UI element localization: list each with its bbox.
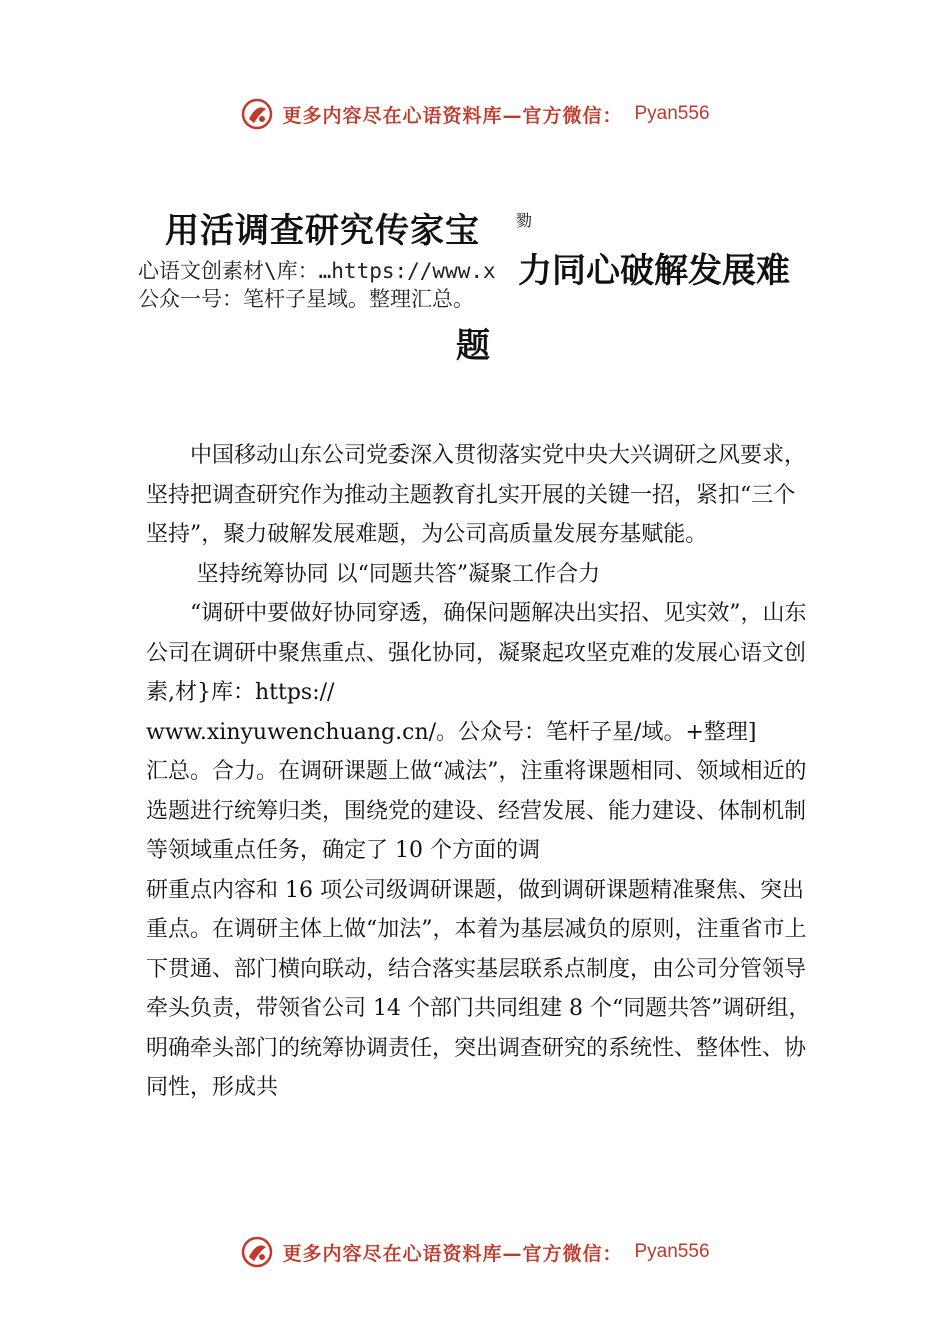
paragraph-2a: “调研中要做好协同穿透，确保问题解决出实招、见实效”，山东公司在调研中聚焦重点、强化协同，凝聚起攻坚克难的发展心语文创素,材}库：https://: [146, 601, 807, 705]
title-line-2: 力同心破解发展难: [518, 251, 790, 291]
paragraph-intro: 中国移动山东公司党委深入贯彻落实党中央大兴调研之风要求，坚持把调查研究作为推动主题教育扎实开展的关键一招，紧扣“三个坚持”，聚力破解发展难题，为公司高质量发展夯基赋能。: [146, 443, 807, 547]
watermark-line-2: 公众一号：笔杆子星域。整理汇总。: [138, 287, 474, 311]
brand-logo-icon: [240, 97, 274, 131]
title-line-1: 用活调查研究传家宝: [165, 211, 480, 251]
paragraph-2d: 研重点内容和 16 项公司级调研课题，做到调研课题精准聚焦、突出重点。在调研主体上做“加法”，本着为基层减负的原则，注重省市上下贯通、部门横向联动，结合落实基层联系点制度，由公司分管领导牵头负责，带领省公司 14 个部门共同组建 8 个“同题共答”调研组，明确牵头部门的统筹协调责任，突出调查研究的系统性、整体性、协同性，形成共: [146, 877, 811, 1100]
title-fragment: 勠: [516, 211, 533, 230]
title-line-3: 题: [456, 326, 490, 366]
paragraph-2b: www.xinyuwenchuang.cn/。公众号：笔杆子星/域。+整理]: [146, 719, 757, 745]
banner-text: 更多内容尽在心语资料库—官方微信：: [282, 1242, 623, 1265]
section-heading: 坚持统筹协同 以“同题共答”凝聚工作合力: [196, 561, 601, 587]
banner-text: 更多内容尽在心语资料库—官方微信：: [282, 104, 623, 127]
brand-logo-icon: [240, 1235, 274, 1269]
banner-wechat-id: Pyan556: [634, 103, 710, 124]
paragraph-2c: 汇总。合力。在调研课题上做“减法”，注重将课题相同、领域相近的选题进行统筹归类，围绕党的建设、经营发展、能力建设、体制机制等领域重点任务，确定了 10 个方面的调: [146, 759, 807, 863]
article-body: [146, 436, 812, 1108]
watermark-line-1: 心语文创素材\库：…https://www.x: [138, 259, 496, 283]
footer-banner: [0, 1230, 950, 1274]
header-banner: [0, 92, 950, 136]
banner-wechat-id: Pyan556: [634, 1241, 710, 1262]
